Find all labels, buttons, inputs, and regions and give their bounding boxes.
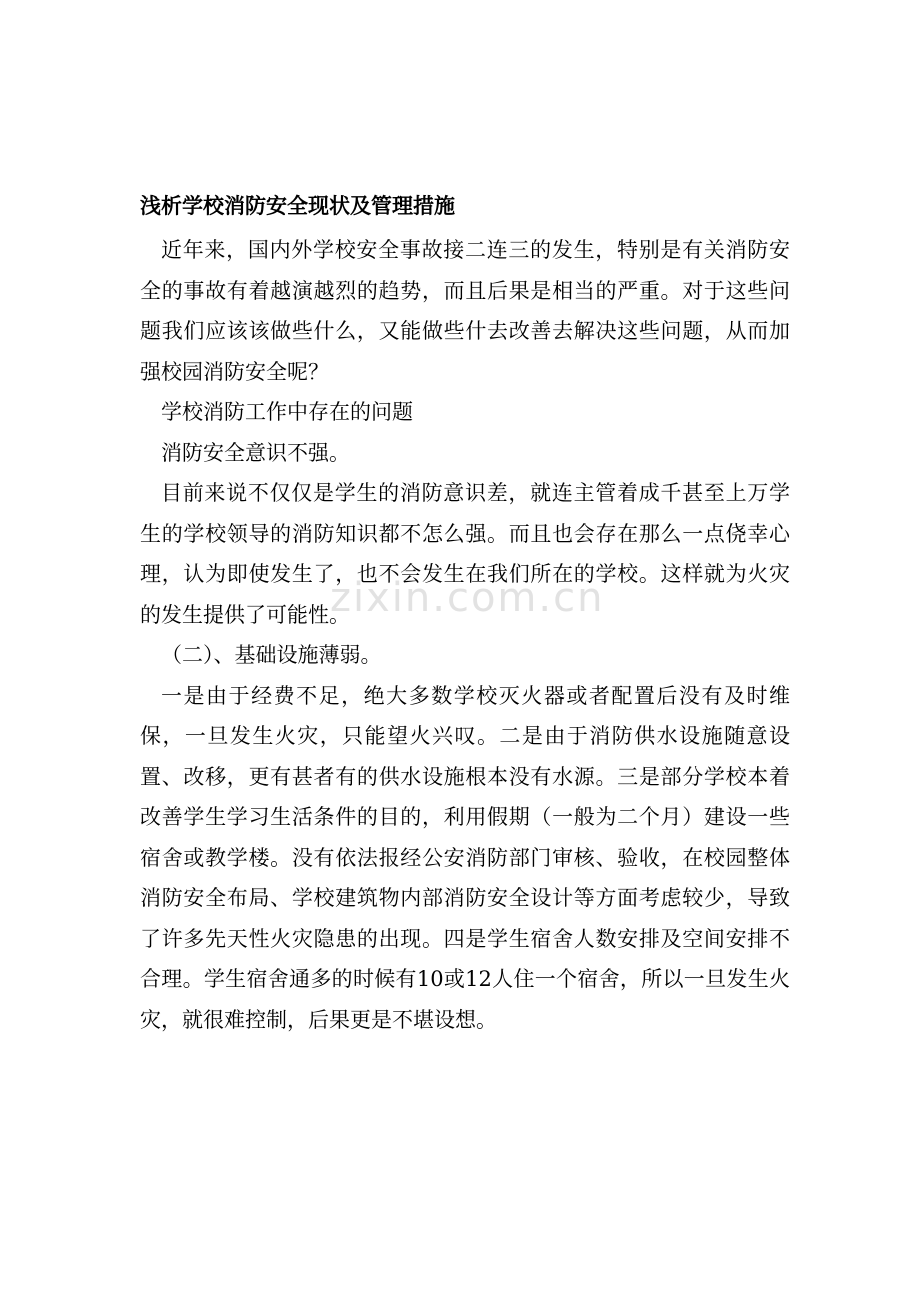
paragraph-infrastructure: 一是由于经费不足，绝大多数学校灭火器或者配置后没有及时维保，一旦发生火灾，只能望火兴叹。二是由于消防供水设施随意设置、改移，更有甚者有的供水设施根本没有水源。三是部分学校本着改善学生学习生活条件的目的，利用假期（一般为二个月）建设一些宿舍或教学楼。没有依法报经公安消防部门审核、验收，在校园整体消防安全布局、学校建筑物内部消防安全设计等方面考虑较少，导致了许多先天性火灾隐患的出现。四是学生宿舍人数安排及空间安排不合理。学生宿舍通多的时候有10或12人住一个宿舍，所以一旦发生火灾，就很难控制，后果更是不堪设想。: [140, 683, 790, 1032]
document-body: [140, 190, 790, 1040]
paragraph-awareness: 目前来说不仅仅是学生的消防意识差，就连主管着成千甚至上万学生的学校领导的消防知识都不怎么强。而且也会存在那么一点侥幸心理，认为即使发生了，也不会发生在我们所在的学校。这样就为火灾的发生提供了可能性。: [140, 481, 790, 627]
subheading-infrastructure: （二）、基础设施薄弱。: [161, 643, 382, 667]
subheading-awareness: 消防安全意识不强。: [161, 440, 350, 465]
paragraph-intro: 近年来，国内外学校安全事故接二连三的发生，特别是有关消防安全的事故有着越演越烈的趋势，而且后果是相当的严重。对于这些问题我们应该该做些什么，又能做些什去改善去解决这些问题，从而加强校园消防安全呢？: [140, 238, 790, 384]
section-heading-problems: 学校消防工作中存在的问题: [161, 400, 413, 424]
document-title: 浅析学校消防安全现状及管理措施: [140, 193, 455, 218]
watermark: zixin.com.cn: [330, 575, 605, 621]
